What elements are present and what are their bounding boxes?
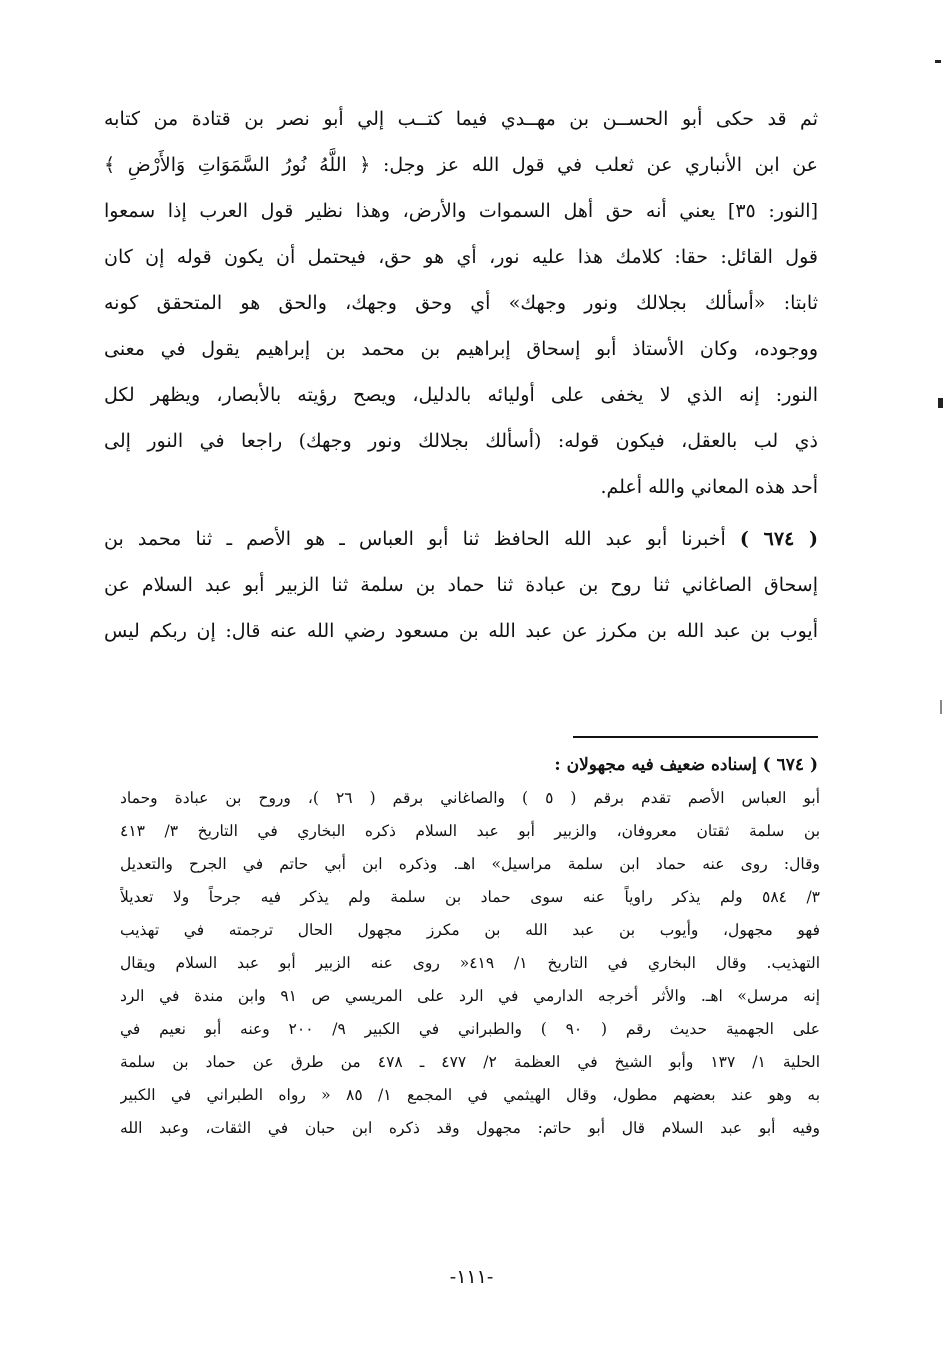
scan-edge-mark [940,700,942,714]
hadith-first-line [104,516,818,562]
main-text-line: ثابتا: «أسألك بجلالك ونور وجهك» أي وحق وجهك، والحق هو المتحقق كونه [104,292,818,314]
footnote-line: فهو مجهول، وأيوب بن عبد الله بن مكرز مجهول الحال ترجمته في تهذيب [120,921,820,939]
footnote-line: التهذيب. وقال البخاري في التاريخ ١/ ٤١٩« روى عنه الزبير أبو عبد السلام ويقال [120,954,820,972]
footnote-line: إنه مرسل» اهـ. والأثر أخرجه الدارمي في الرد على المريسي ص ٩١ وابن مندة في الرد [120,987,820,1005]
hadith-text: أخبرنا أبو عبد الله الحافظ ثنا أبو العباس ـ هو الأصم ـ ثنا محمد بن [104,528,726,550]
main-text-line: إسحاق الصاغاني ثنا روح بن عبادة ثنا حماد بن سلمة ثنا الزبير أبو عبد السلام عن [104,574,818,596]
footnote-line: أبو العباس الأصم تقدم برقم ( ٥ ) والصاغاني برقم ( ٢٦ )، وروح بن عبادة وحماد [120,789,820,807]
footnote-line: وفيه أبو عبد السلام قال أبو حاتم: مجهول وقد ذكره ابن حبان في الثقات، وعبد الله [120,1119,820,1137]
footnote-line: وقال: روى عنه حماد ابن سلمة مراسيل» اهـ. وذكره ابن أبي حاتم في الجرح والتعديل [120,855,820,873]
main-text [104,96,818,654]
footnote-divider [573,736,818,738]
main-text-line: النور: إنه الذي لا يخفى على أوليائه بالدليل، ويصح رؤيته بالأبصار، ويظهر لكل [104,384,818,406]
footnote-line: الحلية ١/ ١٣٧ وأبو الشيخ في العظمة ٢/ ٤٧٧ ـ ٤٧٨ من طرق عن حماد بن سلمة [120,1053,820,1071]
main-text-line: ثم قد حكى أبو الحســن بن مهــدي فيما كتــب إلي أبو نصر بن قتادة من كتابه [104,108,818,130]
footnote-heading: ( ٦٧٤ ) إسناده ضعيف فيه مجهولان : [554,755,818,775]
main-text-line: ووجوده، وكان الأستاذ أبو إسحاق إبراهيم بن محمد بن إبراهيم يقول في معنى [104,338,818,360]
scan-edge-mark [938,398,943,408]
main-text-line: أحد هذه المعاني والله أعلم. [600,476,818,498]
hadith-number: ( ٦٧٤ ) [739,528,818,550]
footnote-line: به وهو عند بعضهم مطول، وقال الهيثمي في المجمع ١/ ٨٥ « رواه الطبراني في الكبير [120,1086,820,1104]
main-text-line: قول القائل: حقا: كلامك هذا عليه نور، أي هو حق، فيحتمل أن يكون قوله إن كان [104,246,818,268]
footnote-line: على الجهمية حديث رقم ( ٩٠ ) والطبراني في الكبير ٩/ ٢٠٠ وعنه أبو نعيم في [120,1020,820,1038]
page-number: -١١١- [449,1266,494,1288]
main-text-line: عن ابن الأنباري عن ثعلب في قول الله عز وجل: ﴿ اللَّهُ نُورُ السَّمَوَاتِ وَالأَرْضِ ﴾ [104,154,818,176]
scan-edge-mark [935,60,941,63]
main-text-line: [النور: ٣٥] يعني أنه حق أهل السموات والأرض، وهذا نظير قول العرب إذا سمعوا [104,200,818,222]
main-text-line: ذي لب بالعقل، فيكون قوله: (أسألك بجلالك ونور وجهك) راجعا في النور إلى [104,430,818,452]
main-text-line: أيوب بن عبد الله بن مكرز عن عبد الله بن مسعود رضي الله عنه قال: إن ربكم ليس [104,620,818,642]
footnote-line: بن سلمة ثقتان معروفان، والزبير أبو عبد السلام ذكره البخاري في التاريخ ٣/ ٤١٣ [120,822,820,840]
footnotes [120,748,820,1145]
footnote-line: ٣/ ٥٨٤ ولم يذكر راوياً عنه سوى حماد بن سلمة ولم يذكر فيه جرحاً ولا تعديلاً [120,888,820,906]
